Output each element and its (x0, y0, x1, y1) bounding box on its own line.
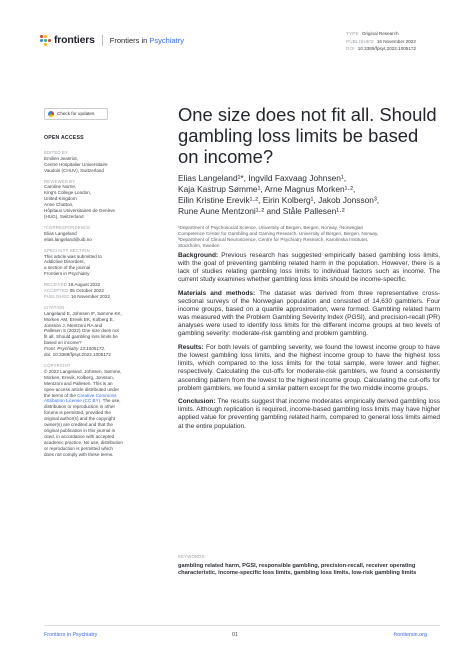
date-published (44, 294, 152, 300)
meta-type (346, 30, 416, 38)
sidebar-line: Frontiers in Psychiatry (44, 271, 90, 277)
sidebar-line: original publication in this journal is (44, 427, 115, 433)
abstract-text: Previous research has suggested empirically based gambling loss limits, with the goal of preventing gambling related harm in the population. However, there is a lack of studies relating gambling loss limits to individual factors such as income. The current study examines whether gambling loss limits should be income-specific. (178, 252, 440, 284)
author-list (178, 173, 440, 217)
meta-doi (346, 45, 416, 53)
abstract-conclusion (178, 398, 440, 430)
article-meta (346, 30, 416, 53)
footer-site-link[interactable]: frontiersin.org (394, 632, 427, 638)
meta-value: 16 November 2022 (376, 38, 416, 44)
logo-divider (102, 35, 103, 46)
date-key: ACCEPTED (44, 288, 69, 294)
sidebar-text: The use, (102, 398, 121, 404)
author-line: Rune Aune Mentzoni¹·² and Ståle Pallesen¹·² (178, 206, 345, 217)
abstract-heading: Background: (178, 252, 219, 259)
sidebar-line: based on income? (44, 340, 82, 346)
specialty-label: SPECIALTY SECTION (44, 247, 90, 253)
sidebar-line: King's College London, (44, 190, 92, 196)
meta-key: DOI (346, 46, 355, 52)
citation (44, 305, 152, 358)
affiliation-line: Stockholm, Sweden (178, 243, 220, 248)
meta-value[interactable]: 10.3389/fpsyt.2022.1005172 (357, 46, 417, 52)
sidebar-line: Pallesen S (2022) One size does not (44, 328, 119, 334)
sidebar-line: Caroline Norrie, (44, 184, 77, 190)
sidebar-line: Addictive Disorders, (44, 259, 85, 265)
sidebar-line: © 2022 Langeland, Johnsen, Sømme, (44, 368, 122, 374)
sidebar-line: Vaudois (CHUV), Switzerland (44, 167, 104, 173)
check-updates-button[interactable] (44, 108, 108, 120)
edited-by-label: EDITED BY (44, 149, 68, 155)
sidebar-line: a section of the journal (44, 265, 91, 271)
citation-doi[interactable]: doi: 10.3389/fpsyt.2022.1005172 (44, 352, 111, 358)
abstract-text: The dataset was derived from three representative cross-sectional surveys of the Norwegian population and consisted of 14,630 gamblers. Four income groups, based on a quartile approximation, were formed. Gambling related harm was measured with the Problem Gambling Severity Index (PGSI), and precision-recall (PR) analyses were used to identify loss limits for the different income groups at two levels of gambling severity: moderate-risk gambling and problem gambling. (178, 289, 440, 338)
sidebar-text: the terms of the (44, 392, 76, 398)
sidebar-line: cited, in accordance with accepted (44, 433, 115, 439)
sidebar-line: Morken AM, Erevik EK, Kolberg E, (44, 316, 114, 322)
journal-prefix: Frontiers in (109, 35, 148, 45)
keywords-label: KEYWORDS (178, 554, 205, 559)
brand-name: frontiers (54, 34, 95, 46)
correspondence (44, 225, 152, 243)
sidebar-line: Morken, Erevik, Kolberg, Jonsson, (44, 374, 114, 380)
sidebar (44, 108, 152, 463)
affiliation-line: ¹Department of Psychosocial Science, University of Bergen, Bergen, Norway, ²Norwegian (178, 225, 364, 230)
date-key: PUBLISHED (44, 293, 70, 299)
license-link[interactable]: Creative Commons (77, 392, 117, 398)
date-value: 16 November 2022 (70, 293, 110, 299)
journal-title: Psychiatry (149, 35, 184, 45)
sidebar-line: Langeland E, Johnsen IF, Sømme KK, (44, 310, 122, 316)
sidebar-line: forums is permitted, provided the (44, 410, 111, 416)
sidebar-line: Emilien Jeanriot, (44, 155, 78, 161)
correspondence-email[interactable]: elias.langeland@uib.no (44, 236, 92, 242)
meta-key: TYPE (346, 31, 359, 36)
keywords: gambling related harm, PGSI, responsible gambling, precision-recall, receiver operating characteristic, income-specific loss limits, gambling loss limits, low-risk gambling limits (178, 563, 417, 577)
crossmark-icon (48, 111, 54, 117)
meta-value: Original Research (361, 31, 399, 36)
sidebar-line: open-access article distributed under (44, 386, 120, 392)
frontiers-logo-icon (40, 35, 50, 45)
abstract-text: For both levels of gambling severity, we found the lowest income group to have the lowest gambling loss limits, and the highest income group to have the highest loss limits, which compared to the loss limits for the total sample, were lower and higher, respectively. Calculating the cut-offs for moderate-risk gamblers, we found a consistently ascending pattern from the lowest to the highest income group. Calculating the cut-offs for problem gamblers, we found a similar pattern except for the two middle income groups. (178, 344, 440, 392)
abstract-text: The results suggest that income moderates empirically derived gambling loss limits. Although replication is required, income-based gambling loss limits may have higher applied value for preventing gambling related harm, compared to general loss limits aimed at the entire population. (178, 398, 440, 430)
author-line: Eilin Kristine Erevik¹·², Eirin Kolberg¹, Jakob Jonsson³, (178, 195, 380, 206)
license-link[interactable]: Attribution License (CC BY). (44, 398, 102, 404)
abstract-results (178, 344, 440, 393)
sidebar-line: Front. Psychiatry 13:1005172. (44, 346, 106, 352)
meta-published (346, 38, 416, 46)
page-number: 01 (232, 632, 238, 638)
affiliation-line: Competence Center for Gambling and Gaming Research, University of Bergen, Bergen, Norway, (178, 231, 379, 236)
check-updates-label: Check for updates (57, 111, 95, 117)
sidebar-line: Elias Langeland (44, 230, 77, 236)
meta-key: PUBLISHED (346, 38, 374, 44)
correspondence-label: *CORRESPONDENCE (44, 224, 91, 230)
sidebar-line: or reproduction is permitted which (44, 445, 113, 451)
author-line: Kaja Kastrup Sømme¹, Arne Magnus Morken¹·², (178, 184, 356, 195)
affiliations (178, 225, 440, 249)
date-value: 05 October 2022 (69, 288, 104, 294)
sidebar-line: distribution or reproduction in other (44, 404, 115, 410)
sidebar-line: This article was submitted to (44, 253, 102, 259)
sidebar-line: owner(s) are credited and that the (44, 422, 113, 428)
date-value: 18 August 2022 (68, 282, 101, 288)
sidebar-line: Anne Chatton, (44, 202, 74, 208)
journal-logo[interactable] (40, 34, 184, 46)
sidebar-line: United Kingdom (44, 196, 77, 202)
abstract-heading: Conclusion: (178, 398, 216, 406)
article-title: One size does not fit all. Should gambling loss limits be based on income? (178, 104, 437, 168)
abstract-background (178, 252, 440, 284)
copyright (44, 363, 152, 458)
sidebar-line: does not comply with these terms. (44, 451, 114, 457)
open-access-label: OPEN ACCESS (44, 135, 84, 141)
sidebar-line: academic practice. No use, distribution (44, 439, 123, 445)
article-dates (44, 282, 152, 300)
affiliation-line: ³Department of Clinical Neuroscience, Centre for Psychiatry Research, Karolinska Institutet, (178, 237, 369, 242)
sidebar-line: Mentzoni and Pallesen. This is an (44, 380, 113, 386)
abstract-heading: Results: (178, 344, 204, 352)
edited-by (44, 150, 152, 174)
journal-name (110, 36, 184, 45)
sidebar-line: Jonsson J, Mentzoni RA and (44, 322, 103, 328)
footer-divider (44, 625, 440, 626)
sidebar-line: fit all. Should gambling loss limits be (44, 334, 118, 340)
specialty-section (44, 248, 152, 278)
sidebar-line: original author(s) and the copyright (44, 416, 115, 422)
reviewed-by-label: REVIEWED BY (44, 178, 76, 184)
sidebar-line: (HUG), Switzerland (44, 213, 84, 219)
date-key: RECEIVED (44, 282, 68, 288)
abstract-methods (178, 290, 440, 339)
reviewed-by (44, 179, 152, 220)
citation-label: CITATION (44, 304, 65, 310)
abstract (178, 252, 440, 436)
sidebar-line: Centre Hospitalier Universitaire (44, 161, 108, 167)
sidebar-line: Hôpitaux Universitaires de Genève (44, 208, 115, 214)
author-line: Elias Langeland¹*, Ingvild Faxvaag Johnsen¹, (178, 173, 347, 183)
abstract-heading: Materials and methods: (178, 289, 256, 297)
copyright-label: COPYRIGHT (44, 363, 71, 368)
footer-journal[interactable]: Frontiers in Psychiatry (44, 632, 98, 638)
